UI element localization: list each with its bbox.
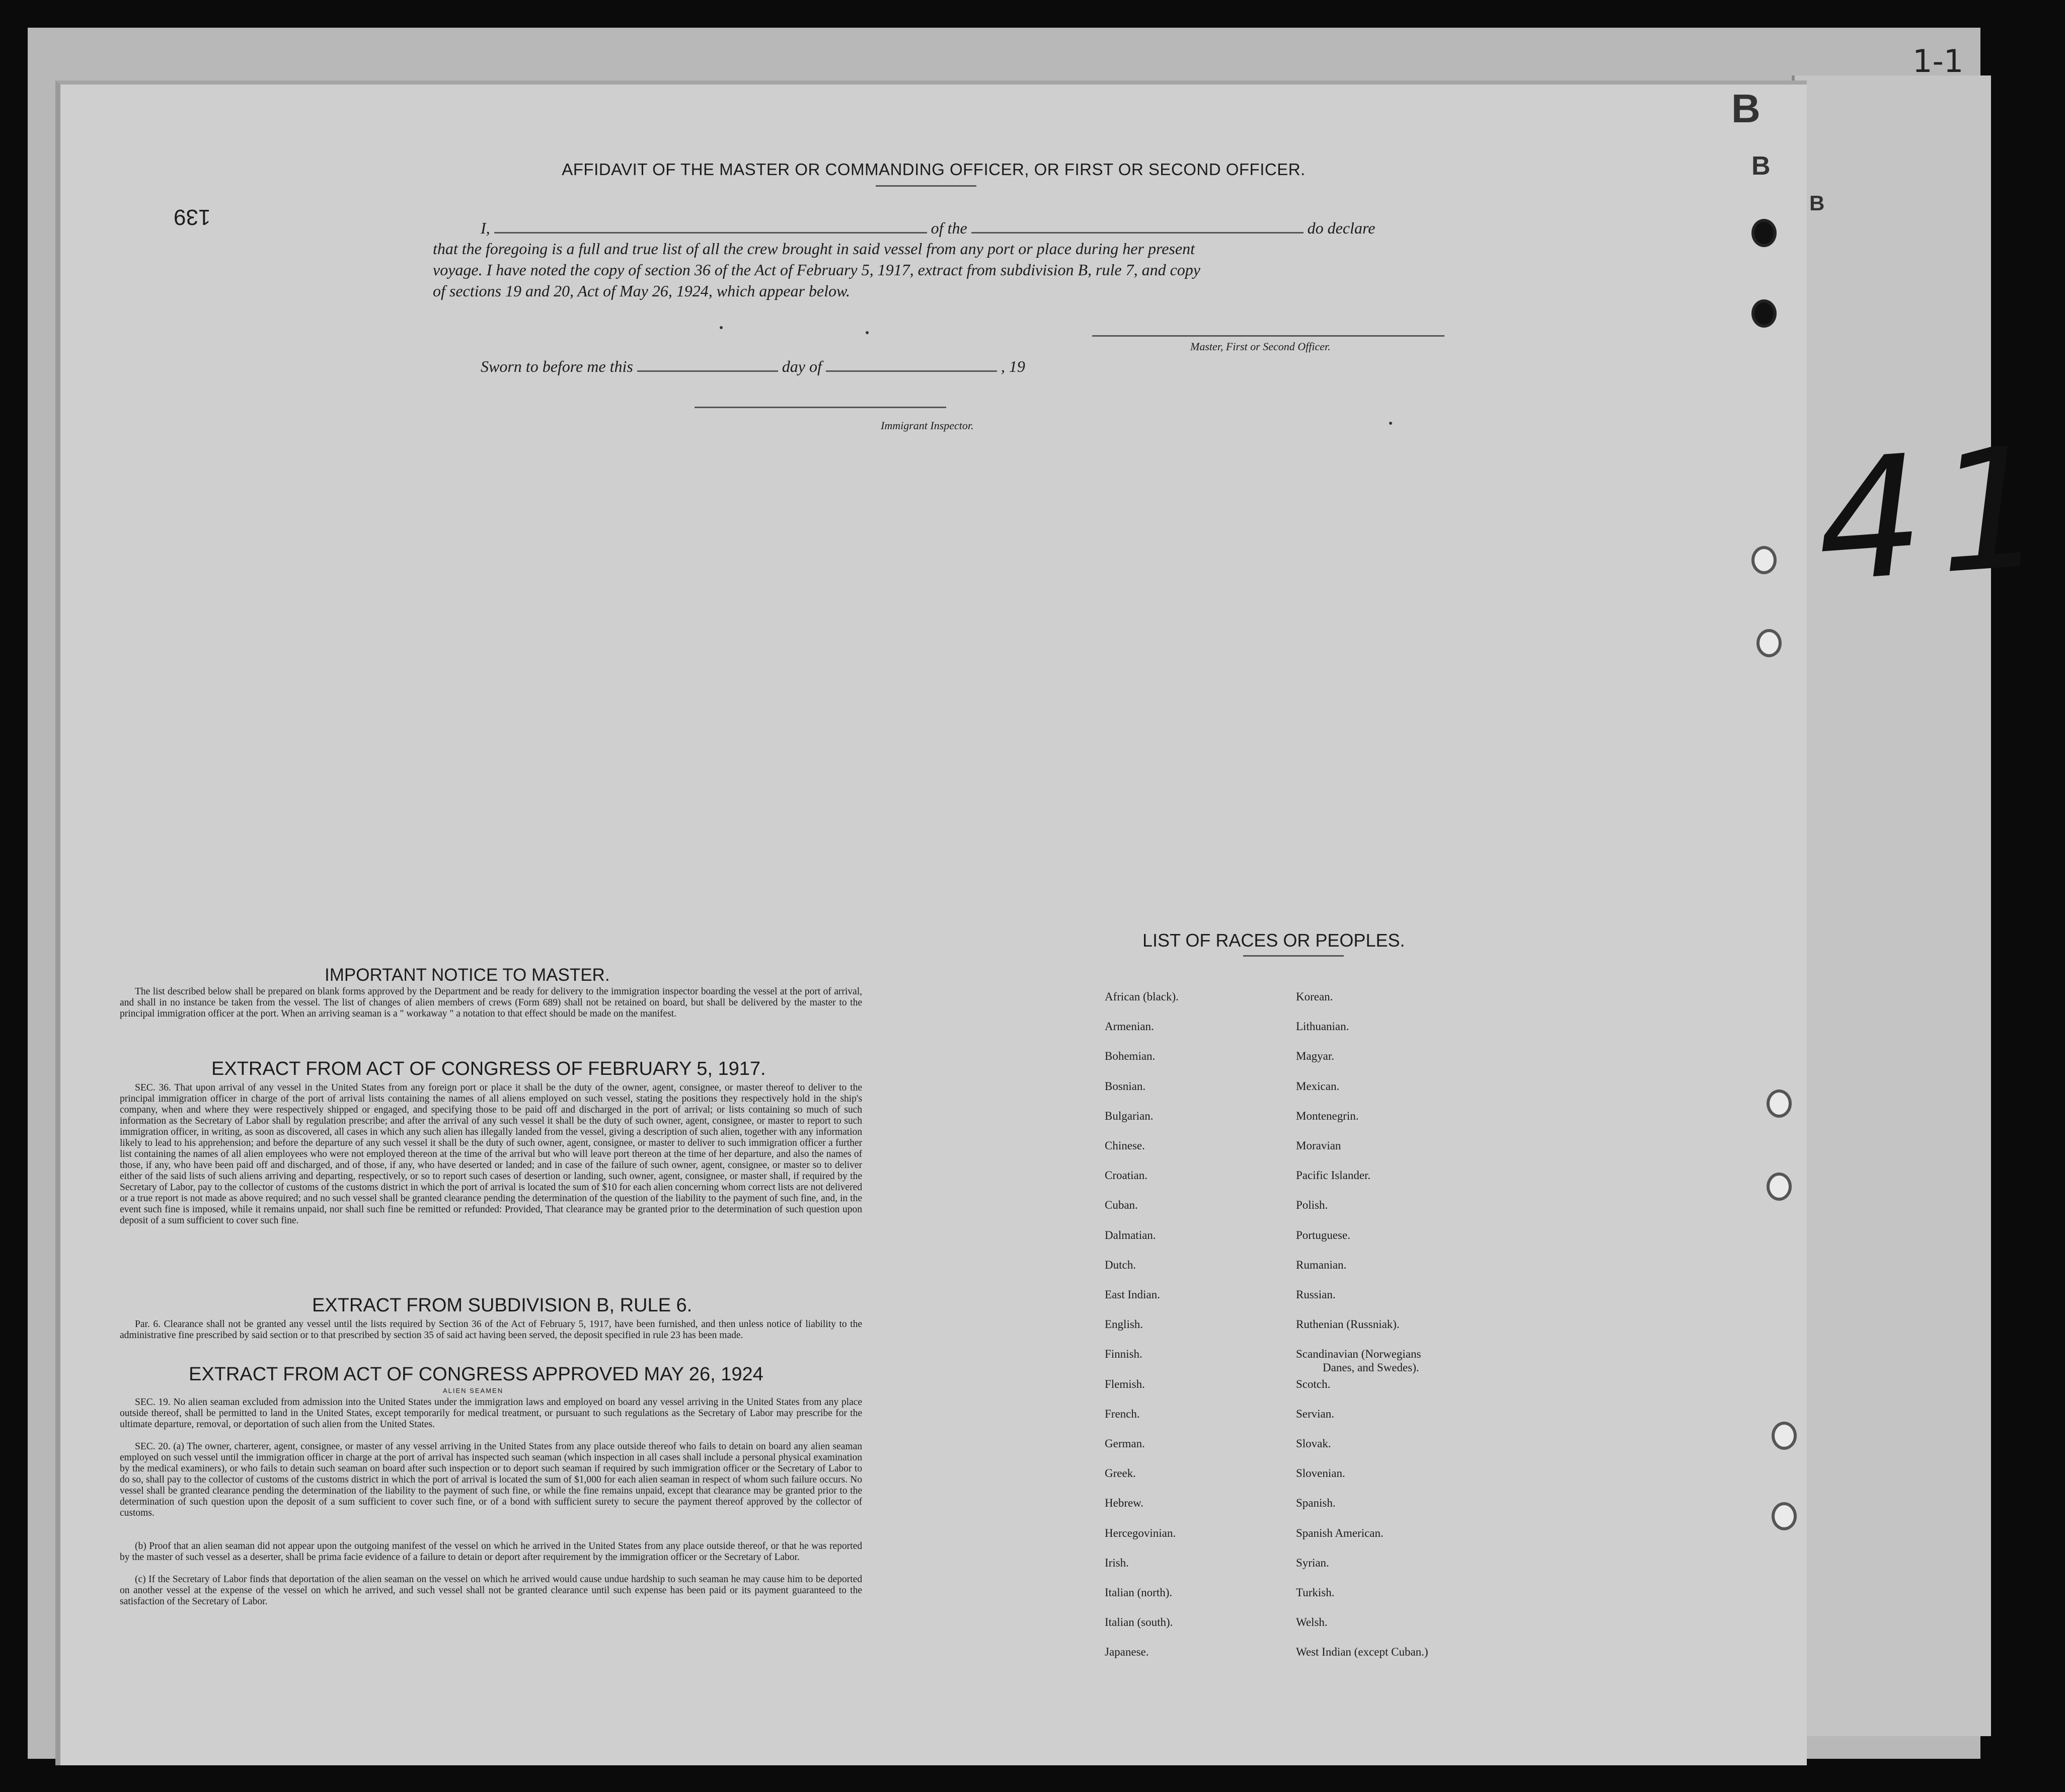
race-item: Bohemian. [1105, 1050, 1156, 1063]
races-heading-rule [1243, 955, 1344, 957]
affidavit-page [55, 81, 1807, 1765]
extract-rule6-text: Par. 6. Clearance shall not be granted any vessel until the lists required by Section 36 of the Act of February 5, 1917, have been furnished, and then unless notice of liability to the administrative fine prescribed by said section or to that prescribed by section 35 of said act having been served, the deposit specified in rule 23 has been made. [120, 1319, 862, 1341]
month-blank [826, 356, 997, 372]
race-item: Italian (south). [1105, 1616, 1173, 1629]
race-continuation: Danes, and Swedes). [1323, 1361, 1419, 1374]
race-item: Syrian. [1296, 1556, 1329, 1569]
extract-rule6-heading: EXTRACT FROM SUBDIVISION B, RULE 6. [312, 1295, 693, 1316]
race-item: Spanish. [1296, 1497, 1336, 1510]
race-item: Magyar. [1296, 1050, 1335, 1063]
race-item: Scandinavian (Norwegians [1296, 1348, 1421, 1361]
sec20b-text: (b) Proof that an alien seaman did not appear upon the outgoing manifest of the vessel on which he arrived in the United States from any place outside thereof, or that he was reported by the master of such vessel as a deserter, shall be prima facie evidence of a failure to detain or deport after requirement by the immigration officer or the Secretary of Labor. [120, 1541, 862, 1563]
race-item: Lithuanian. [1296, 1020, 1349, 1033]
affidavit-line-4: of sections 19 and 20, Act of May 26, 1924, which appear below. [433, 282, 850, 300]
race-item: Bosnian. [1105, 1079, 1146, 1093]
day-blank [637, 356, 778, 372]
race-item: Turkish. [1296, 1586, 1335, 1599]
race-item: Rumanian. [1296, 1258, 1347, 1271]
race-item: Slovak. [1296, 1437, 1331, 1450]
punch-hole [1756, 629, 1782, 657]
race-item: East Indian. [1105, 1288, 1160, 1301]
tab-letter-b: B [1731, 86, 1761, 131]
race-item: Croatian. [1105, 1169, 1148, 1182]
inspector-caption: Immigrant Inspector. [881, 419, 974, 432]
tab-letter-b: B [1809, 191, 1825, 215]
race-item: Armenian. [1105, 1020, 1154, 1033]
punch-hole [1751, 219, 1777, 247]
affidavit-line-3: voyage. I have noted the copy of section 36 of the Act of February 5, 1917, extract from subdivision B, rule 7, and copy [433, 261, 1200, 279]
race-item: Italian (north). [1105, 1586, 1173, 1599]
affidavit-line-2: that the foregoing is a full and true list of all the crew brought in said vessel from any port or place during her present [433, 240, 1195, 258]
race-item: Montenegrin. [1296, 1109, 1359, 1122]
page-mark: 139 [174, 205, 211, 229]
handwritten-page-number: 41 [1810, 409, 2065, 619]
race-item: African (black). [1105, 990, 1179, 1003]
punch-hole [1772, 1422, 1797, 1450]
extract-1917-heading: EXTRACT FROM ACT OF CONGRESS OF FEBRUARY 5, 1917. [211, 1058, 766, 1079]
race-item: Finnish. [1105, 1348, 1142, 1361]
race-item: Flemish. [1105, 1377, 1145, 1390]
heading-rule [876, 185, 976, 187]
extract-1924-heading: EXTRACT FROM ACT OF CONGRESS APPROVED MAY 26, 1924 [189, 1364, 763, 1385]
tab-letter-b: B [1751, 151, 1771, 181]
race-item: Polish. [1296, 1199, 1328, 1212]
punch-hole [1772, 1502, 1797, 1530]
punch-hole [1751, 546, 1777, 574]
race-item: Dalmatian. [1105, 1228, 1156, 1241]
race-item: Slovenian. [1296, 1467, 1345, 1480]
race-item: Dutch. [1105, 1258, 1136, 1271]
race-item: Hercegovinian. [1105, 1526, 1176, 1539]
punch-hole [1767, 1089, 1792, 1118]
punch-hole [1751, 299, 1777, 328]
race-item: English. [1105, 1318, 1143, 1331]
race-item: Servian. [1296, 1407, 1335, 1420]
sec20c-text: (c) If the Secretary of Labor finds that deportation of the alien seaman on the vessel on which he arrived would cause undue hardship to such seaman he may cause him to be deported on another vessel at the expense of the vessel on which he arrived, and such vessel shall not be granted clearance until such expense has been paid or its payment guaranteed to the satisfaction of the Secretary of Labor. [120, 1574, 862, 1607]
race-item: French. [1105, 1407, 1140, 1420]
race-item: West Indian (except Cuban.) [1296, 1646, 1428, 1659]
race-item: Chinese. [1105, 1139, 1145, 1152]
race-item: Russian. [1296, 1288, 1336, 1301]
punch-hole [1767, 1173, 1792, 1201]
affidavit-line-1: I, of the do declare [481, 219, 1375, 237]
race-item: Hebrew. [1105, 1497, 1144, 1510]
race-item: Japanese. [1105, 1646, 1149, 1659]
race-item: Pacific Islander. [1296, 1169, 1371, 1182]
inspector-signature-line [695, 407, 946, 408]
race-item: German. [1105, 1437, 1145, 1450]
race-item: Korean. [1296, 990, 1333, 1003]
officer-caption: Master, First or Second Officer. [1190, 340, 1331, 353]
vessel-blank [971, 218, 1304, 233]
races-heading: LIST OF RACES OR PEOPLES. [1142, 930, 1405, 951]
alien-seamen-subheading: ALIEN SEAMEN [443, 1387, 504, 1394]
race-item: Irish. [1105, 1556, 1129, 1569]
sec20a-text: SEC. 20. (a) The owner, charterer, agent, consignee, or master of any vessel arriving in the United States from any place outside thereof who fails to detain on board any alien seaman employed on such vessel until the immigration officer in charge at the port of arrival has inspected such seaman (which inspection in all cases shall include a personal physical examination by the medical examiners), or who fails to detain such seaman on board after such inspection or to deport such seaman if required by such immigration officer or the Secretary of Labor to do so, shall pay to the collector of customs of the customs district in which the port of arrival is located the sum of $1,000 for each alien seaman in respect of whom such failure occurs. No vessel shall be granted clearance pending the determination of the liability to the payment of such fine, or while the fine remains unpaid, except that clearance may be granted prior to the determination of such question upon the deposit of a sum sufficient to cover such fine, or of a bond with sufficient surety to secure the payment thereof approved by the collector of customs. [120, 1441, 862, 1518]
affidavit-heading: AFFIDAVIT OF THE MASTER OR COMMANDING OFFICER, OR FIRST OR SECOND OFFICER. [562, 160, 1306, 179]
name-blank [494, 218, 927, 233]
notice-heading: IMPORTANT NOTICE TO MASTER. [325, 965, 610, 985]
ink-dot [866, 331, 869, 334]
race-item: Portuguese. [1296, 1228, 1350, 1241]
officer-signature-line [1092, 335, 1444, 337]
race-item: Bulgarian. [1105, 1109, 1154, 1122]
sworn-line: Sworn to before me this day of , 19 [481, 357, 1025, 375]
race-item: Greek. [1105, 1467, 1136, 1480]
race-item: Spanish American. [1296, 1526, 1384, 1539]
corner-handwritten-note: 1-1 [1913, 43, 1964, 80]
race-item: Cuban. [1105, 1199, 1138, 1212]
extract-1917-text: SEC. 36. That upon arrival of any vessel in the United States from any foreign port or place it shall be the duty of the owner, agent, consignee, or master thereof to deliver to the principal immigration officer in charge of the port of arrival lists containing the names of all aliens employed on such vessel, stating the positions they respectively hold in the ship's company, when and where they were respectively shipped or engaged, and specifying those to be paid off and discharged in the port of arrival; or lists containing so much of such information as the Secretary of Labor shall by regulation prescribe; and after the arrival of any such vessel it shall be the duty of such owner, agent, consignee, or master to report to such immigration officer, in writing, as soon as discovered, all cases in which any such alien has illegally landed from the vessel, giving a description of such alien, together with any information likely to lead to his apprehension; and before the departure of any such vessel it shall be the duty of such owner, agent, consignee, or master to deliver to such immigration officer a further list containing the names of all alien employees who were not employed thereon at the time of the arrival but who will leave port thereon at the time of her departure, and also the names of those, if any, who have been paid off and discharged, and of those, if any, who have deserted or landed; and in case of the failure of such owner, agent, consignee, or master so to deliver either of the said lists of such aliens arriving and departing, respectively, or so to report such cases of desertion or landing, such owner, agent, consignee, or master shall, if required by the Secretary of Labor, pay to the collector of customs of the customs district in which the port of arrival is located the sum of $10 for each alien concerning whom correct lists are not delivered or a true report is not made as above required; and no such vessel shall be granted clearance pending the determination of the question of the liability to the payment of such fine, and, in the event such fine is imposed, while it remains unpaid, nor shall such fine be remitted or refunded: Provided, That clearance may be granted prior to the determination of such question upon deposit of a sum sufficient to cover such fine. [120, 1082, 862, 1226]
underlying-crew-list-sheet [1792, 75, 1991, 1736]
ink-dot [1389, 422, 1392, 425]
race-item: Scotch. [1296, 1377, 1331, 1390]
race-item: Mexican. [1296, 1079, 1340, 1093]
race-item: Ruthenian (Russniak). [1296, 1318, 1400, 1331]
race-item: Welsh. [1296, 1616, 1328, 1629]
race-item: Moravian [1296, 1139, 1341, 1152]
ink-dot [720, 326, 723, 329]
notice-text: The list described below shall be prepared on blank forms approved by the Department and be ready for delivery to the immigration inspector boarding the vessel at the port of arrival, and shall in no instance be taken from the vessel. The list of changes of alien members of crews (Form 689) shall not be retained on board, but shall be delivered by the master to the principal immigration officer at the port. When an arriving seaman is a " workaway " a notation to that effect should be made on the manifest. [120, 986, 862, 1019]
sec19-text: SEC. 19. No alien seaman excluded from admission into the United States under the immigration laws and employed on board any vessel arriving in the United States from any place outside thereof, shall be permitted to land in the United States, except temporarily for medical treatment, or pursuant to such regulations as the Secretary of Labor may prescribe for the ultimate departure, removal, or deportation of such alien from the United States. [120, 1397, 862, 1430]
